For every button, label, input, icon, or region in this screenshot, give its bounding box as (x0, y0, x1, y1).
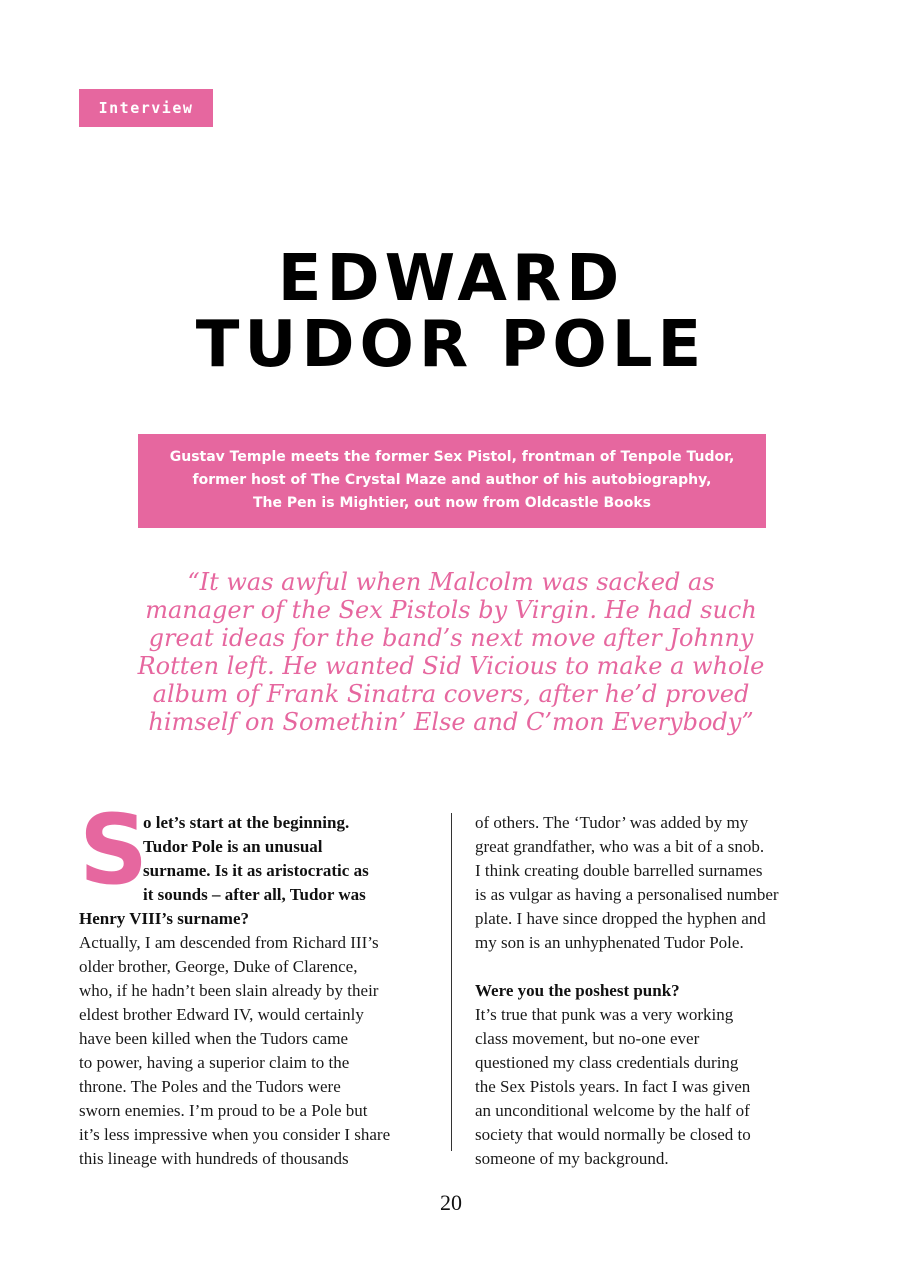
question-1-line: o let’s start at the beginning. (143, 813, 350, 832)
answer-1-line: this lineage with hundreds of thousands (79, 1149, 349, 1168)
answer-1-line: to power, having a superior claim to the (79, 1053, 350, 1072)
pull-quote-line-3: great ideas for the band’s next move after Johnny (148, 624, 754, 652)
title-line-2: TUDOR POLE (195, 308, 707, 382)
answer-2-line: It’s true that punk was a very working (475, 1005, 734, 1024)
answer-1-continued-line: my son is an unhyphenated Tudor Pole. (475, 933, 744, 952)
answer-1-line: it’s less impressive when you consider I share (79, 1125, 391, 1144)
pull-quote-line-4: Rotten left. He wanted Sid Vicious to make a whole (137, 652, 765, 680)
answer-2-line: questioned my class credentials during (475, 1053, 739, 1072)
answer-1-line: who, if he hadn’t been slain already by their (79, 981, 379, 1000)
question-1-line: Henry VIII’s surname? (79, 909, 250, 928)
standfirst-box (138, 434, 766, 528)
answer-2-line: society that would normally be closed to (475, 1125, 751, 1144)
pull-quote-line-2: manager of the Sex Pistols by Virgin. He had such (145, 596, 757, 624)
article-title (0, 242, 902, 382)
answer-1-line: have been killed when the Tudors came (79, 1029, 349, 1048)
article-column-left (79, 811, 429, 1171)
answer-2-line: an unconditional welcome by the half of (475, 1101, 750, 1120)
question-1-line: it sounds – after all, Tudor was (143, 885, 366, 904)
pull-quote-line-6: himself on Somethin’ Else and C’mon Everybody” (148, 708, 754, 736)
answer-1-continued-line: great grandfather, who was a bit of a snob. (475, 837, 765, 856)
standfirst-line-3: The Pen is Mightier, out now from Oldcastle Books (252, 495, 652, 511)
answer-1-continued-line: plate. I have since dropped the hyphen and (475, 909, 766, 928)
column-divider (451, 813, 452, 1151)
answer-1-line: throne. The Poles and the Tudors were (79, 1077, 341, 1096)
article-column-right (475, 811, 825, 1171)
title-line-1: EDWARD (277, 242, 625, 316)
answer-1-line: Actually, I am descended from Richard III’s (79, 933, 379, 952)
standfirst-line-2: former host of The Crystal Maze and author of his autobiography, (192, 472, 712, 488)
page-number: 20 (440, 1190, 462, 1215)
answer-1-continued-line: is as vulgar as having a personalised number (475, 885, 779, 904)
standfirst-line-1: Gustav Temple meets the former Sex Pistol, frontman of Tenpole Tudor, (169, 449, 735, 465)
answer-2-line: someone of my background. (475, 1149, 669, 1168)
answer-1-continued-line: of others. The ‘Tudor’ was added by my (475, 813, 749, 832)
answer-1-continued-line: I think creating double barrelled surnames (475, 861, 763, 880)
answer-2-line: class movement, but no-one ever (475, 1029, 700, 1048)
answer-1-line: sworn enemies. I’m proud to be a Pole but (79, 1101, 368, 1120)
answer-1-line: older brother, George, Duke of Clarence, (79, 957, 358, 976)
drop-cap: S (79, 794, 149, 906)
paragraph-gap (475, 955, 825, 979)
answer-2-line: the Sex Pistols years. In fact I was given (475, 1077, 751, 1096)
pull-quote (80, 568, 822, 736)
question-1-line: Tudor Pole is an unusual (143, 837, 323, 856)
question-1-line: surname. Is it as aristocratic as (143, 861, 369, 880)
question-2: Were you the poshest punk? (475, 981, 680, 1000)
answer-1-line: eldest brother Edward IV, would certainly (79, 1005, 364, 1024)
section-tag: Interview (79, 89, 213, 127)
pull-quote-line-1: “It was awful when Malcolm was sacked as (187, 568, 715, 596)
pull-quote-line-5: album of Frank Sinatra covers, after he’d proved (152, 680, 750, 708)
